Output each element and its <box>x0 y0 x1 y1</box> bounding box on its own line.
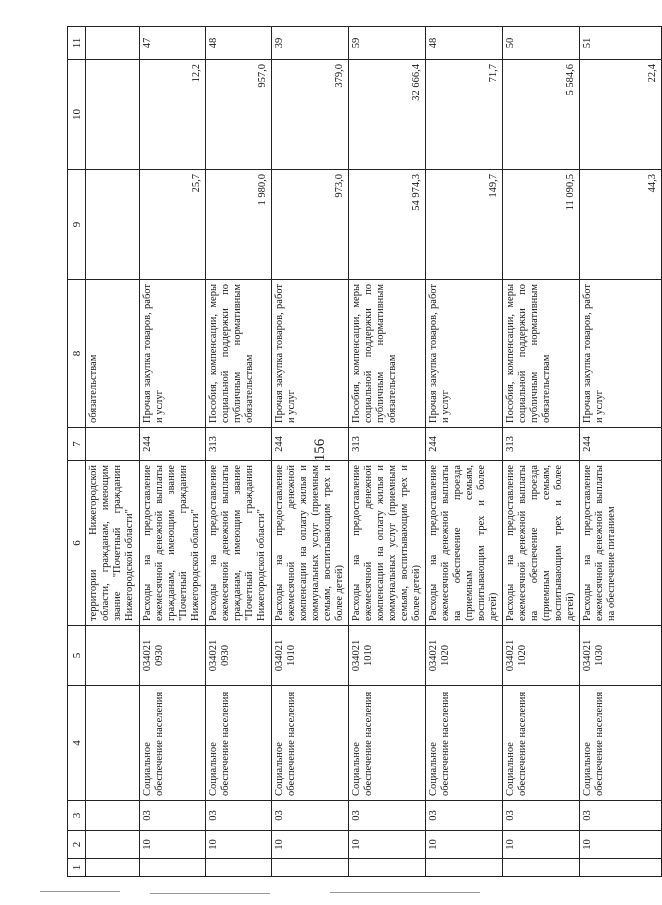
cell-percent: 47 <box>140 27 206 60</box>
cell-plan-amount <box>86 170 140 280</box>
cell-plan-amount: 44,3 <box>580 170 662 280</box>
cell-expense-name: Пособия, компенсации, меры социальной поддержки по публичным нормативным обязательствам <box>206 280 272 428</box>
table-row <box>580 27 662 877</box>
cell-expense-name: Прочая закупка товаров, работ и услуг <box>580 280 662 428</box>
rotated-table-container <box>67 27 658 877</box>
cell-percent: 51 <box>580 27 662 60</box>
cell-section-name: Социальное обеспечение населения <box>272 686 349 801</box>
cell-col-1 <box>86 859 140 877</box>
table-row <box>426 27 503 877</box>
cell-subsection: 03 <box>503 801 580 831</box>
header-cell: 4 <box>68 686 86 801</box>
cell-actual-amount: 957,0 <box>206 60 272 170</box>
cell-subsection: 03 <box>206 801 272 831</box>
cell-expense-type: 244 <box>580 428 662 461</box>
cell-section-name: Социальное обеспечение населения <box>349 686 426 801</box>
cell-expense-name: Пособия, компенсации, меры социальной поддержки по публичным нормативным обязательствам <box>503 280 580 428</box>
cell-actual-amount: 5 584,6 <box>503 60 580 170</box>
cell-col-1 <box>426 859 503 877</box>
scan-artifact-line <box>40 891 120 892</box>
cell-expense-type <box>86 428 140 461</box>
cell-section: 10 <box>206 831 272 859</box>
header-cell: 11 <box>68 27 86 60</box>
cell-subsection: 03 <box>426 801 503 831</box>
cell-expense-name: Прочая закупка товаров, работ и услуг <box>426 280 503 428</box>
cell-target-code: 034021 1020 <box>426 626 503 686</box>
table-row <box>140 27 206 877</box>
table-row <box>349 27 426 877</box>
page-number: 156 <box>312 438 328 462</box>
cell-expense-type: 313 <box>503 428 580 461</box>
cell-expense-name: Прочая закупка товаров, работ и услуг <box>272 280 349 428</box>
cell-section: 10 <box>580 831 662 859</box>
cell-description: территории Нижегородской области, гражданам, имеющим звание "Почетный гражданин Нижегородской области" <box>86 461 140 626</box>
cell-target-code: 034021 1020 <box>503 626 580 686</box>
cell-section-name: Социальное обеспечение населения <box>140 686 206 801</box>
cell-percent: 39 <box>272 27 349 60</box>
cell-actual-amount: 32 666,4 <box>349 60 426 170</box>
table-row <box>503 27 580 877</box>
table-row <box>272 27 349 877</box>
cell-description: Расходы на предоставление ежемесячной денежной выплаты на обеспечение проезда (приемным семьям, воспитывающим трех и более детей) <box>503 461 580 626</box>
cell-section: 10 <box>503 831 580 859</box>
scan-artifact-line <box>330 892 480 893</box>
cell-target-code: 034021 1010 <box>349 626 426 686</box>
cell-percent <box>86 27 140 60</box>
cell-target-code: 034021 1010 <box>272 626 349 686</box>
header-cell: 3 <box>68 801 86 831</box>
cell-target-code: 034021 0930 <box>206 626 272 686</box>
cell-section: 10 <box>140 831 206 859</box>
cell-expense-name: Прочая закупка товаров, работ и услуг <box>140 280 206 428</box>
cell-plan-amount: 149,7 <box>426 170 503 280</box>
cell-col-1 <box>206 859 272 877</box>
cell-plan-amount: 54 974,3 <box>349 170 426 280</box>
cell-section: 10 <box>349 831 426 859</box>
cell-section-name: Социальное обеспечение населения <box>426 686 503 801</box>
cell-plan-amount: 973,0 <box>272 170 349 280</box>
cell-col-1 <box>503 859 580 877</box>
cell-subsection <box>86 801 140 831</box>
cell-target-code: 034021 0930 <box>140 626 206 686</box>
cell-col-1 <box>580 859 662 877</box>
cell-actual-amount: 71,7 <box>426 60 503 170</box>
cell-percent: 50 <box>503 27 580 60</box>
cell-percent: 48 <box>206 27 272 60</box>
cell-description: Расходы на предоставление ежемесячной денежной компенсации на оплату жилья и коммунальных услуг (приемным семьям, воспитывающим трех и более детей) <box>272 461 349 626</box>
cell-target-code <box>86 626 140 686</box>
cell-actual-amount: 22,4 <box>580 60 662 170</box>
cell-section <box>86 831 140 859</box>
budget-table <box>67 26 662 877</box>
cell-section-name <box>86 686 140 801</box>
cell-percent: 48 <box>426 27 503 60</box>
cell-section-name: Социальное обеспечение населения <box>580 686 662 801</box>
cell-expense-type: 313 <box>206 428 272 461</box>
cell-plan-amount: 1 980,0 <box>206 170 272 280</box>
header-cell: 10 <box>68 60 86 170</box>
cell-expense-type: 313 <box>349 428 426 461</box>
header-cell: 9 <box>68 170 86 280</box>
cell-subsection: 03 <box>580 801 662 831</box>
cell-expense-name: обязательствам <box>86 280 140 428</box>
cell-description: Расходы на предоставление ежемесячной денежной выплаты на обеспечение проезда (приемным семьям, воспитывающим трех и более детей) <box>426 461 503 626</box>
cell-expense-type: 244 <box>140 428 206 461</box>
header-cell: 5 <box>68 626 86 686</box>
cell-actual-amount: 379,0 <box>272 60 349 170</box>
cell-section-name: Социальное обеспечение населения <box>206 686 272 801</box>
cell-subsection: 03 <box>140 801 206 831</box>
cell-subsection: 03 <box>349 801 426 831</box>
header-cell: 7 <box>68 428 86 461</box>
cell-description: Расходы на предоставление ежемесячной денежной выплаты гражданам, имеющим звание "Почетный гражданин Нижегородской области" <box>206 461 272 626</box>
table-row <box>86 27 140 877</box>
cell-subsection: 03 <box>272 801 349 831</box>
cell-expense-name: Пособия, компенсации, меры социальной поддержки по публичным нормативным обязательствам <box>349 280 426 428</box>
cell-percent: 59 <box>349 27 426 60</box>
header-cell: 2 <box>68 831 86 859</box>
cell-actual-amount <box>86 60 140 170</box>
cell-description: Расходы на предоставление ежемесячной денежной выплаты гражданам, имеющим звание "Почетный гражданин Нижегородской области" <box>140 461 206 626</box>
cell-col-1 <box>349 859 426 877</box>
header-cell: 6 <box>68 461 86 626</box>
header-cell: 8 <box>68 280 86 428</box>
header-cell: 1 <box>68 859 86 877</box>
cell-description: Расходы на предоставление ежемесячной денежной компенсации на оплату жилья и коммунальных услуг (приемным семьям, воспитывающим трех и более детей) <box>349 461 426 626</box>
table-row <box>206 27 272 877</box>
cell-col-1 <box>272 859 349 877</box>
cell-section: 10 <box>426 831 503 859</box>
scan-artifact-line <box>150 893 270 894</box>
cell-plan-amount: 11 090,5 <box>503 170 580 280</box>
cell-section-name: Социальное обеспечение населения <box>503 686 580 801</box>
cell-plan-amount: 25,7 <box>140 170 206 280</box>
cell-col-1 <box>140 859 206 877</box>
cell-expense-type: 244 <box>426 428 503 461</box>
cell-description: Расходы на предоставление ежемесячной денежной выплаты на обеспечение питанием <box>580 461 662 626</box>
table-header-row <box>68 27 86 877</box>
cell-expense-type: 244 <box>272 428 349 461</box>
cell-actual-amount: 12,2 <box>140 60 206 170</box>
cell-section: 10 <box>272 831 349 859</box>
cell-target-code: 034021 1030 <box>580 626 662 686</box>
